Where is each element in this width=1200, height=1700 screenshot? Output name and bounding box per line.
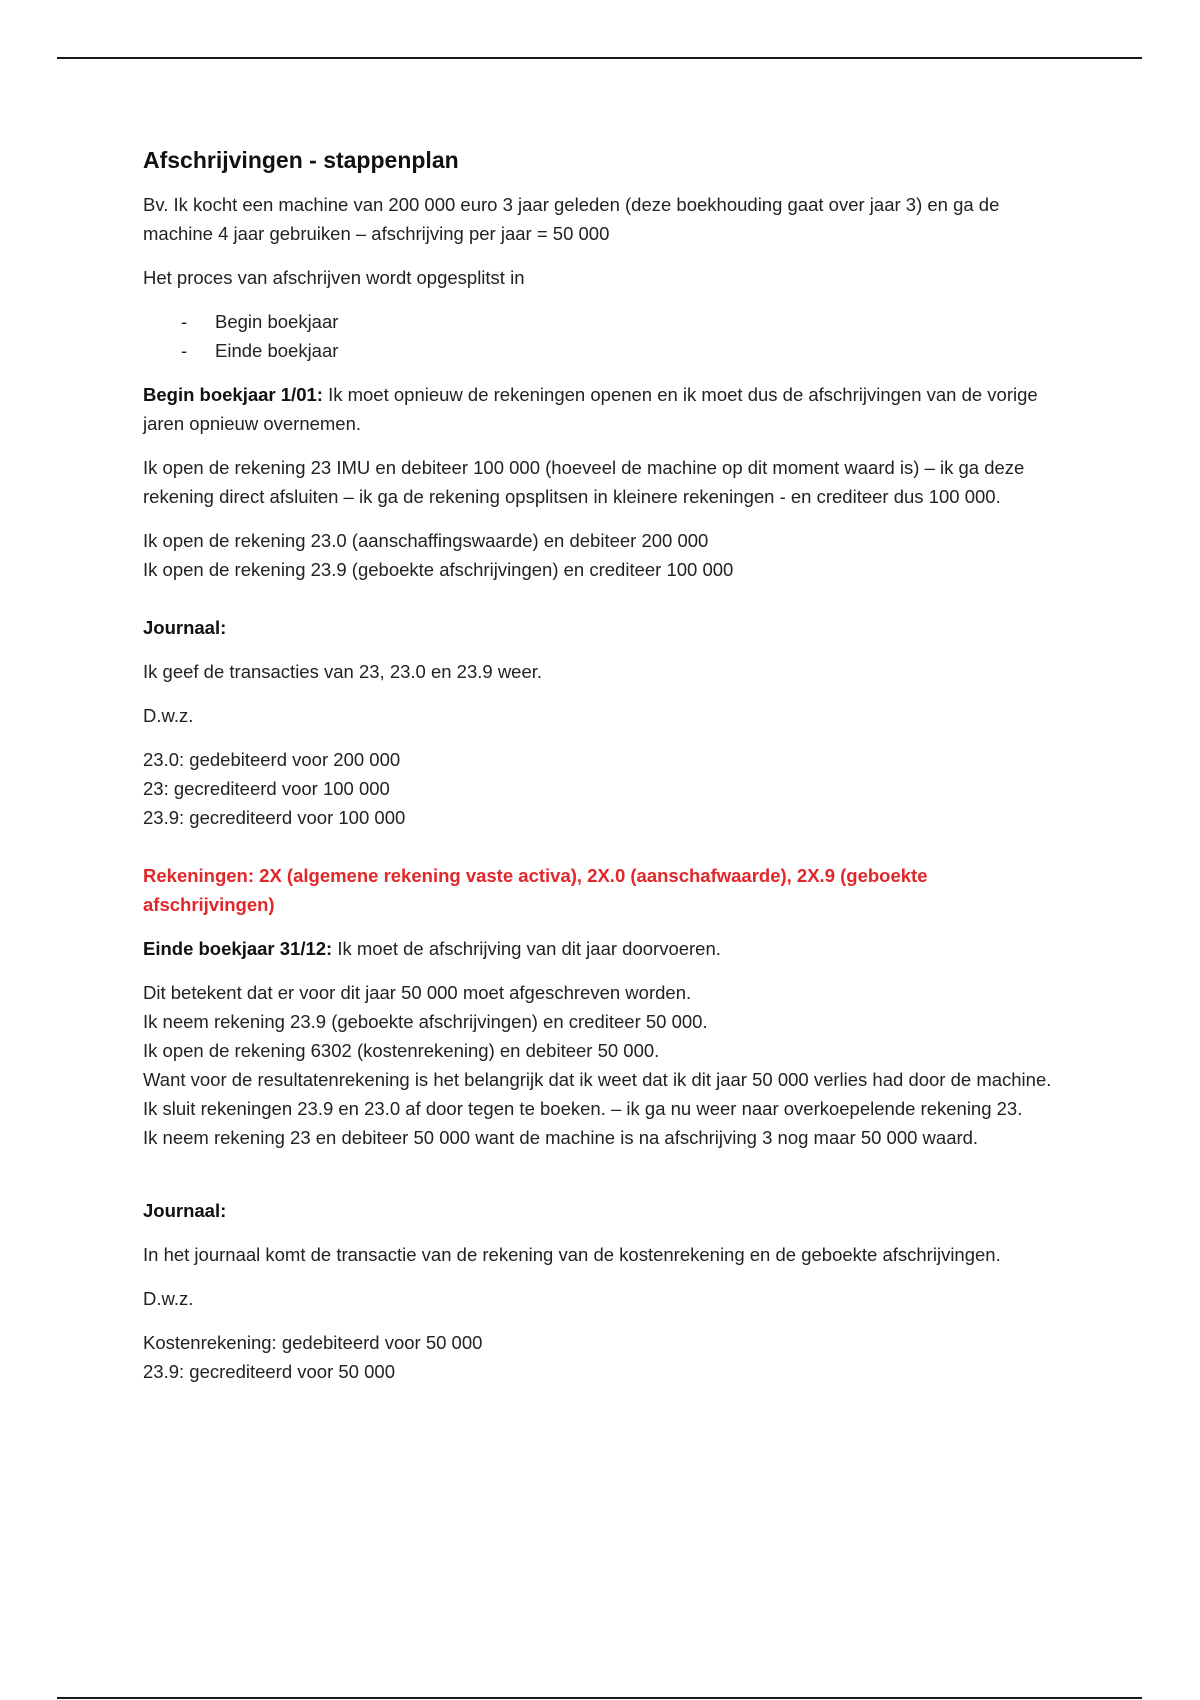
spacer (143, 847, 1063, 861)
begin-open-account-paragraph: Ik open de rekening 23 IMU en debiteer 100 000 (hoeveel de machine op dit moment waard is) – ik ga deze rekening direct afsluiten – ik ga de rekening opsplitsen in kleinere rekeningen - en crediteer dus 100 000. (143, 457, 1025, 507)
begin-boekjaar-text: Ik moet opnieuw de rekeningen openen en ik moet dus de afschrijvingen van de vorige jaren opnieuw overnemen. (143, 384, 1038, 434)
journal-entry: 23.9: gecrediteerd voor 50 000 (143, 1361, 395, 1382)
journal-entry: 23.9: gecrediteerd voor 100 000 (143, 807, 406, 828)
einde-boekjaar-text: Ik moet de afschrijving van dit jaar doorvoeren. (332, 938, 721, 959)
einde-boekjaar-paragraph (143, 934, 1063, 963)
text-line: Ik open de rekening 23.0 (aanschaffingswaarde) en debiteer 200 000 (143, 530, 709, 551)
document-title: Afschrijvingen - stappenplan (143, 147, 459, 173)
einde-boekjaar-label: Einde boekjaar 31/12: (143, 938, 333, 959)
end-journal-entries (143, 1328, 1063, 1386)
header-rule (57, 57, 1142, 59)
list-item-label: Einde boekjaar (215, 340, 339, 361)
begin-accounts-lines (143, 526, 1063, 584)
process-steps-list (143, 307, 1063, 365)
dash-bullet-icon: - (181, 311, 188, 332)
text-line: Ik neem rekening 23 en debiteer 50 000 want de machine is na afschrijving 3 nog maar 50 000 waard. (143, 1127, 979, 1148)
text-line: Ik open de rekening 23.9 (geboekte afschrijvingen) en crediteer 100 000 (143, 559, 734, 580)
begin-journal-heading: Journaal: (143, 617, 227, 638)
begin-boekjaar-label: Begin boekjaar 1/01: (143, 384, 323, 405)
spacer (143, 1167, 1063, 1196)
list-item (143, 307, 1063, 336)
list-item-label: Begin boekjaar (215, 311, 339, 332)
begin-boekjaar-paragraph (143, 380, 1063, 438)
text-line: Ik open de rekening 6302 (kostenrekening) en debiteer 50 000. (143, 1040, 660, 1061)
end-journal-text: In het journaal komt de transactie van de rekening van de kostenrekening en de geboekte afschrijvingen. (143, 1244, 1001, 1265)
begin-journal-entries (143, 745, 1063, 832)
text-line: Ik sluit rekeningen 23.9 en 23.0 af door tegen te boeken. – ik ga nu weer naar overkoepelende rekening 23. (143, 1098, 1023, 1119)
document-body (143, 144, 1063, 1401)
accounts-note: Rekeningen: 2X (algemene rekening vaste activa), 2X.0 (aanschafwaarde), 2X.9 (geboekte afschrijvingen) (143, 865, 928, 915)
list-item (143, 336, 1063, 365)
footer-rule (57, 1697, 1142, 1699)
end-steps-lines (143, 978, 1063, 1152)
journal-entry: 23: gecrediteerd voor 100 000 (143, 778, 390, 799)
begin-journal-text: Ik geef de transacties van 23, 23.0 en 23.9 weer. (143, 661, 543, 682)
text-line: Want voor de resultatenrekening is het belangrijk dat ik weet dat ik dit jaar 50 000 verlies had door de machine. (143, 1069, 1052, 1090)
text-line: Dit betekent dat er voor dit jaar 50 000 moet afgeschreven worden. (143, 982, 692, 1003)
journal-entry: 23.0: gedebiteerd voor 200 000 (143, 749, 401, 770)
text-line: Ik neem rekening 23.9 (geboekte afschrijvingen) en crediteer 50 000. (143, 1011, 708, 1032)
dash-bullet-icon: - (181, 340, 188, 361)
intro-paragraph: Bv. Ik kocht een machine van 200 000 euro 3 jaar geleden (deze boekhouding gaat over jaar 3) en ga de machine 4 jaar gebruiken – afschrijving per jaar = 50 000 (143, 194, 1000, 244)
journal-entry: Kostenrekening: gedebiteerd voor 50 000 (143, 1332, 483, 1353)
begin-dwz: D.w.z. (143, 705, 194, 726)
end-dwz: D.w.z. (143, 1288, 194, 1309)
spacer (143, 599, 1063, 613)
end-journal-heading: Journaal: (143, 1200, 227, 1221)
process-intro: Het proces van afschrijven wordt opgesplitst in (143, 267, 525, 288)
